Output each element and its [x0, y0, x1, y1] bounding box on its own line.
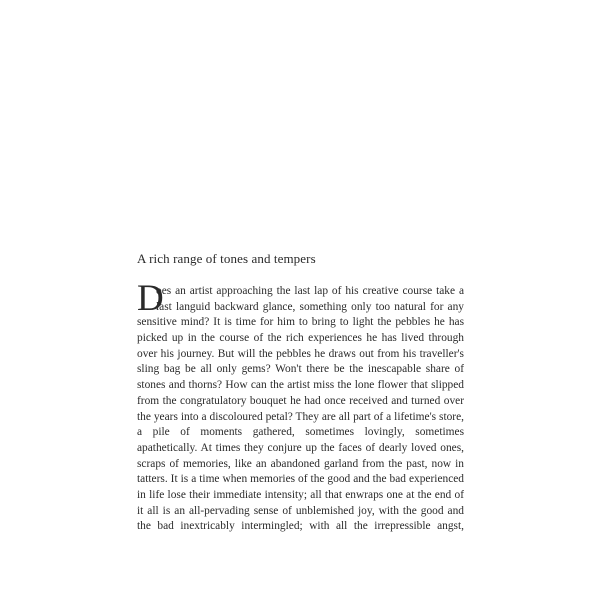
- text-line: oes an artist approaching the last lap of his creative course take a: [156, 285, 464, 297]
- text-line: apathetically. At times they conjure up the faces of dearly loved ones,: [137, 441, 464, 454]
- text-line: the years into a discoloured petal? They are all part of a lifetime's store,: [137, 410, 464, 423]
- text-line: a pile of moments gathered, sometimes lovingly, sometimes: [137, 426, 464, 439]
- drop-cap: D: [137, 278, 164, 319]
- text-line: in life lose their immediate intensity; all that enwraps one at the end of: [137, 488, 464, 501]
- text-line: it all is an all-pervading sense of unblemished joy, with the good and: [137, 504, 464, 517]
- text-line: sling bag be all only gems? Won't there be the inescapable share of: [137, 363, 464, 376]
- body-paragraph: [137, 278, 464, 535]
- text-line: last languid backward glance, something only too natural for any: [156, 300, 464, 313]
- text-line: over his journey. But will the pebbles he draws out from his traveller's: [137, 347, 464, 360]
- text-line: tatters. It is a time when memories of the good and the bad experienced: [137, 473, 464, 486]
- section-heading: A rich range of tones and tempers: [137, 251, 316, 266]
- text-line: sensitive mind? It is time for him to bring to light the pebbles he has: [137, 316, 464, 329]
- text-line: the bad inextricably intermingled; with all the irrepressible angst,: [137, 520, 464, 533]
- text-line: scraps of memories, like an abandoned garland from the past, now in: [137, 457, 464, 470]
- text-line: from the congratulatory bouquet he had once received and turned over: [137, 394, 464, 407]
- text-line: picked up in the course of the rich experiences he has lived through: [137, 332, 464, 345]
- text-line: stones and thorns? How can the artist miss the lone flower that slipped: [137, 379, 464, 392]
